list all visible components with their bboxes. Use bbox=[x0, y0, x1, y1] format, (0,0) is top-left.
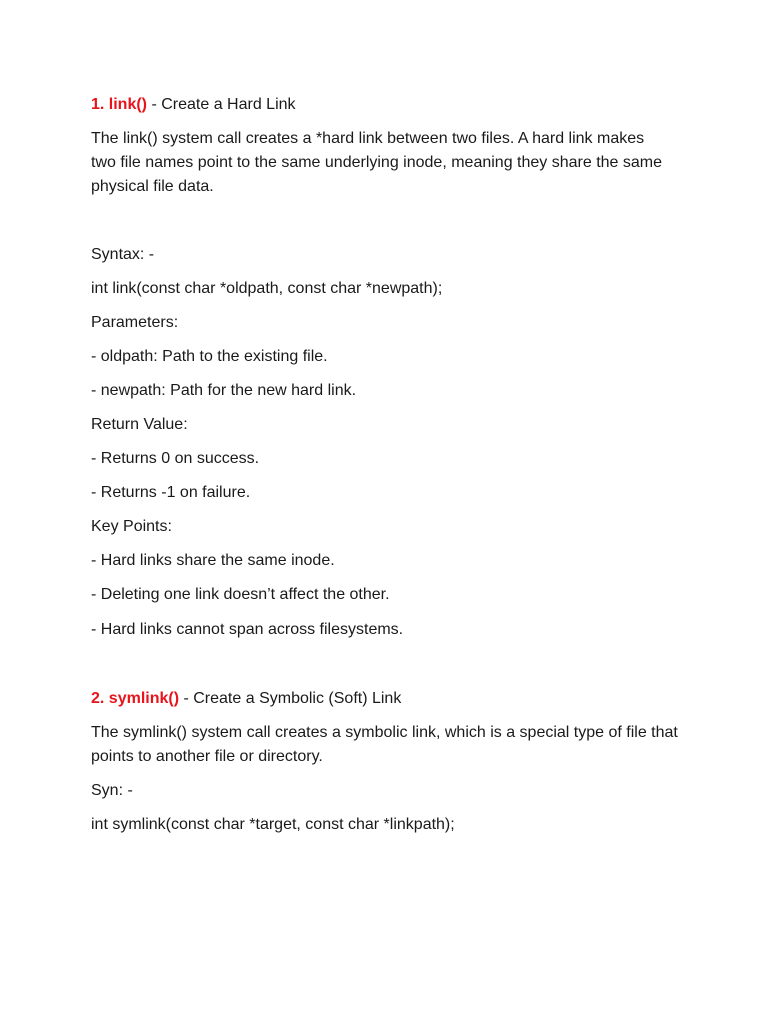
section-1-heading bbox=[91, 93, 296, 117]
section-1-description-line: The link() system call creates a *hard link between two files. A hard link makes bbox=[91, 130, 645, 147]
parameter-item: - newpath: Path for the new hard link. bbox=[91, 382, 357, 399]
symlink-syntax-label: Syn: - bbox=[91, 782, 133, 799]
key-point-item: - Hard links share the same inode. bbox=[91, 552, 335, 569]
return-value-item: - Returns 0 on success. bbox=[91, 450, 260, 467]
section-1-heading-function: 1. link() bbox=[91, 96, 148, 113]
syntax-code: int link(const char *oldpath, const char *newpath); bbox=[91, 280, 443, 297]
section-1-description-line: physical file data. bbox=[91, 178, 214, 195]
section-2-description-line: points to another file or directory. bbox=[91, 748, 323, 765]
parameter-item: - oldpath: Path to the existing file. bbox=[91, 348, 328, 365]
return-value-item: - Returns -1 on failure. bbox=[91, 484, 251, 501]
section-1-heading-title: - Create a Hard Link bbox=[147, 96, 296, 113]
key-point-item: - Deleting one link doesn’t affect the other. bbox=[91, 586, 390, 603]
section-2-heading-function: 2. symlink() bbox=[91, 690, 180, 707]
return-value-label: Return Value: bbox=[91, 416, 188, 433]
key-points-label: Key Points: bbox=[91, 518, 172, 535]
section-2-description-line: The symlink() system call creates a symbolic link, which is a special type of file that bbox=[91, 724, 678, 741]
parameters-label: Parameters: bbox=[91, 314, 179, 331]
section-1-description-line: two file names point to the same underlying inode, meaning they share the same bbox=[91, 154, 662, 171]
key-point-item: - Hard links cannot span across filesystems. bbox=[91, 621, 404, 638]
section-2-heading-title: - Create a Symbolic (Soft) Link bbox=[179, 690, 402, 707]
symlink-syntax-code: int symlink(const char *target, const char *linkpath); bbox=[91, 816, 455, 833]
section-2-heading bbox=[91, 687, 401, 711]
syntax-label: Syntax: - bbox=[91, 246, 155, 263]
